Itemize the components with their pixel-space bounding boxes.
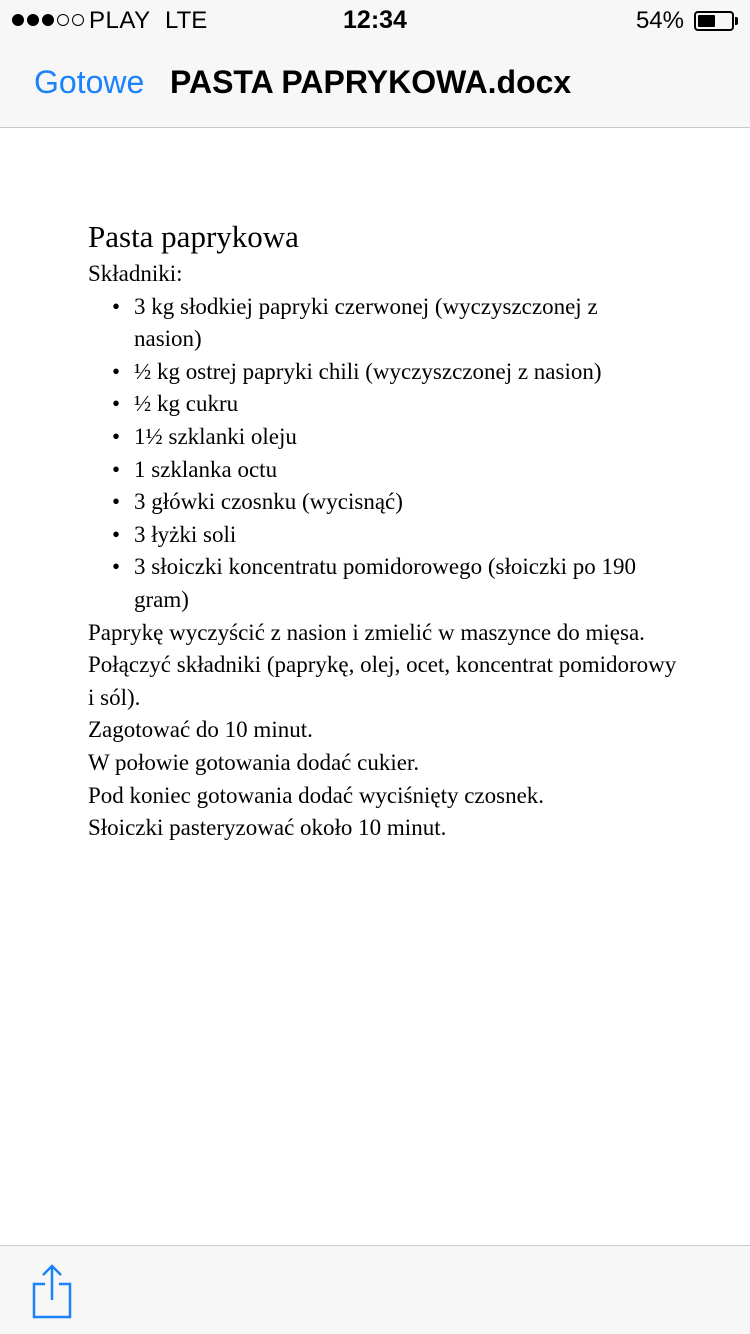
ingredient-item [88,356,688,389]
step-text: Paprykę wyczyścić z nasion i zmielić w maszynce do mięsa. [88,619,645,645]
ingredient-text: 3 główki czosnku (wycisnąć) [134,489,403,515]
bullet-icon: • [112,423,121,449]
share-icon[interactable] [30,1262,74,1320]
ingredient-text: 3 łyżki soli [134,521,237,547]
battery-percent: 54% [635,7,684,34]
top-bar [0,0,750,128]
carrier-name: PLAY [89,7,151,34]
ingredient-item [88,388,688,421]
ingredient-item [88,421,688,454]
ingredients-list [88,291,688,617]
ingredient-item [88,291,688,356]
ingredient-text: 3 słoiczki koncentratu pomidorowego (słoiczki po 190 gram) [134,554,637,612]
bullet-icon: • [112,391,121,417]
bullet-icon: • [112,489,121,515]
done-button[interactable]: Gotowe [34,64,145,100]
document-title: Pasta paprykowa [88,219,299,254]
step-text: Połączyć składniki (paprykę, olej, ocet, koncentrat pomidorowy i sól). [88,652,677,710]
ingredient-item [88,454,688,487]
bottom-toolbar [0,1245,750,1334]
bullet-icon: • [112,521,121,547]
ingredients-heading: Składniki: [88,261,183,286]
network-type: LTE [165,7,208,34]
ingredient-text: 1½ szklanki oleju [134,423,297,449]
ingredient-text: 1 szklanka octu [134,456,278,482]
ingredient-text: ½ kg cukru [134,391,239,417]
preparation-steps [88,617,688,845]
step-text: Pod koniec gotowania dodać wyciśnięty czosnek. [88,782,545,808]
ingredient-item [88,486,688,519]
battery-fill [698,15,715,27]
step-text: W połowie gotowania dodać cukier. [88,749,420,775]
ingredient-item [88,519,688,552]
step-text: Słoiczki pasteryzować około 10 minut. [88,815,447,841]
ingredient-item [88,551,688,616]
bullet-icon: • [112,456,121,482]
ingredient-text: 3 kg słodkiej papryki czerwonej (wyczyszczonej z nasion) [134,293,598,352]
document-filename-title: PASTA PAPRYKOWA.docx [170,64,572,100]
step-text: Zagotować do 10 minut. [88,717,313,743]
battery-shell [694,11,734,31]
bullet-icon: • [112,554,121,580]
bullet-icon: • [112,358,121,384]
bullet-icon: • [112,293,121,319]
document-content [88,216,688,845]
battery-nub [735,17,738,25]
status-time: 12:34 [343,6,407,34]
battery-icon [694,11,738,31]
status-bar [0,0,750,40]
ingredient-text: ½ kg ostrej papryki chili (wyczyszczonej z nasion) [134,358,602,384]
